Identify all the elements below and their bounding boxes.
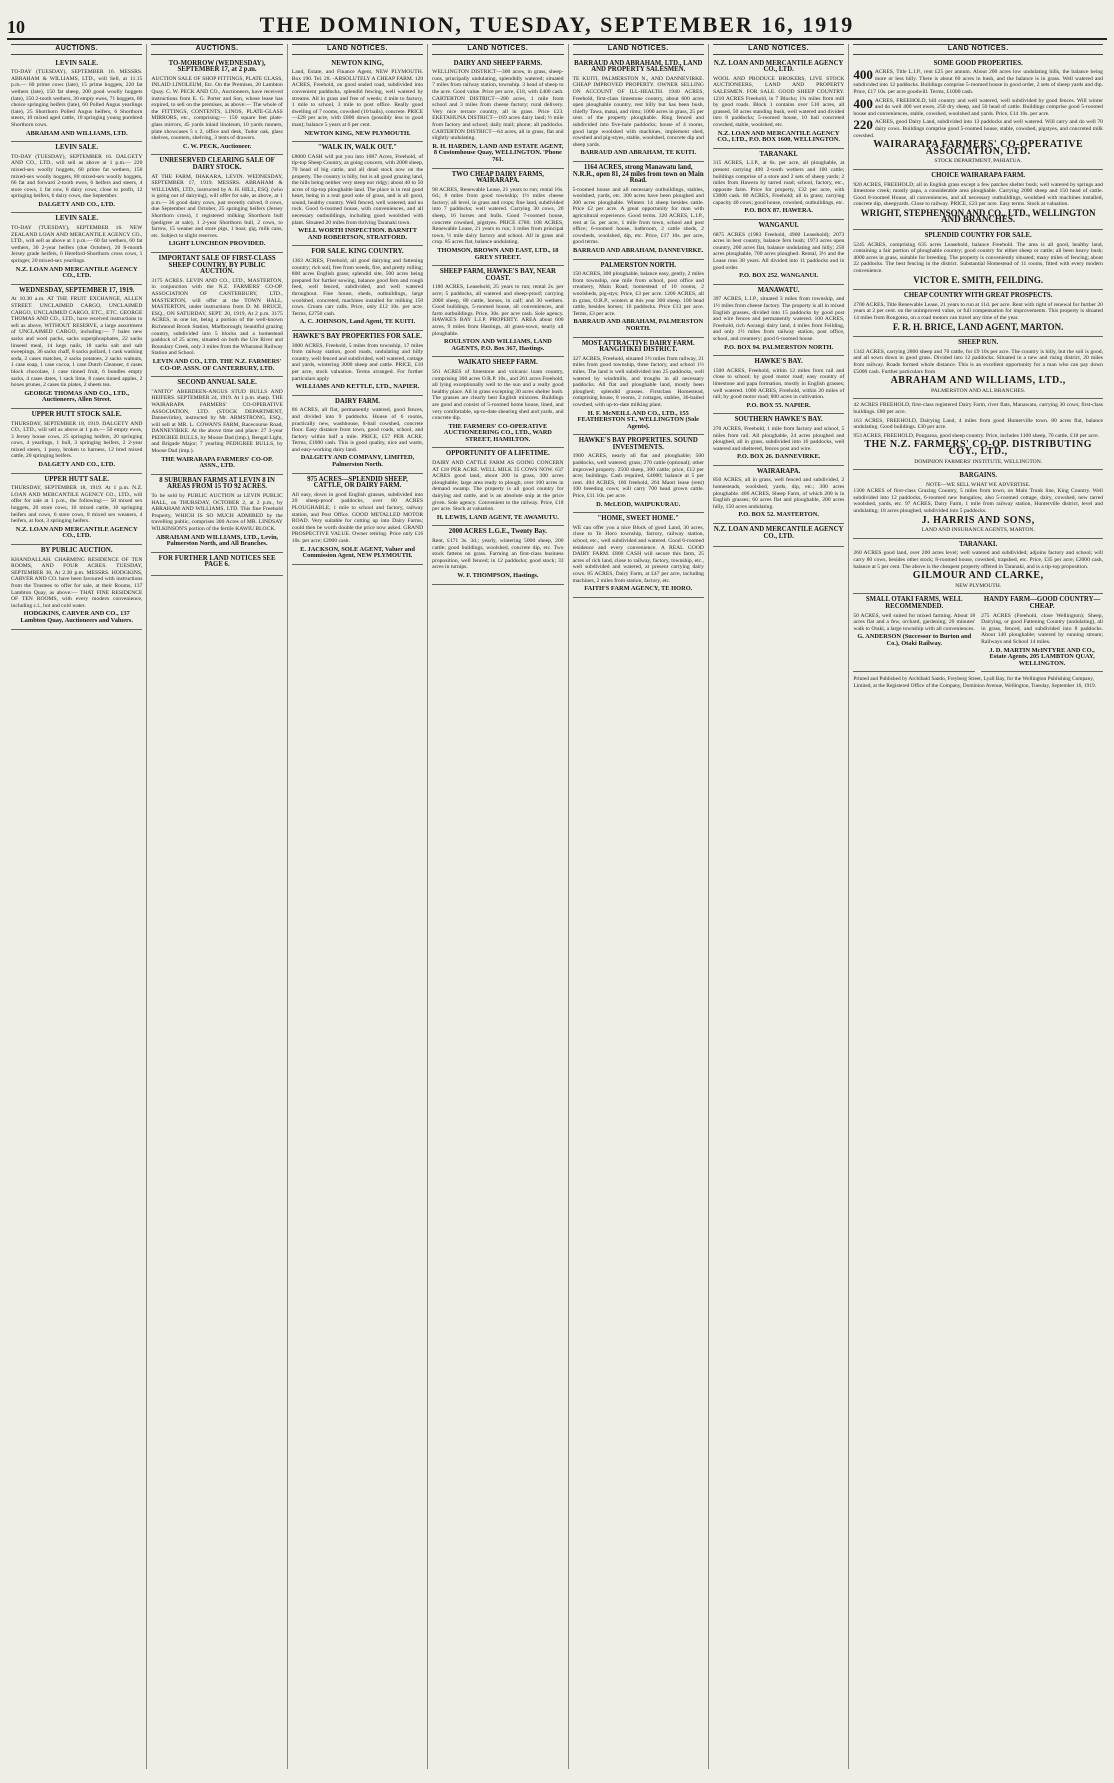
ad-heading: TO-MORROW (WEDNESDAY), SEPTEMBER 17, at 2 p.m. xyxy=(168,59,266,74)
column-2 xyxy=(146,44,286,1769)
advertisement xyxy=(713,58,844,149)
advertiser-name: WELL WORTH INSPECTION. BARNITT AND ROBERTSON, STRATFORD. xyxy=(297,227,417,241)
advertiser-address: NEW PLYMOUTH. xyxy=(955,582,1002,589)
ad-body: 1900 ACRES, nearly all flat and ploughable; 500 paddocks, well watered; grass; 270 cattle (optional); other improved property. 2500 sheep, 300 cattle; price, £12 per acre; buildings. Cash required, £4000; balance at 5 per cent. 404 ACRES, 160 freehold, 264 Maori lease (rent) 100 breeding cows; will carry 700 head grown cattle. Price, £11 10s. per acre. xyxy=(572,453,704,500)
advertiser-name: J. D. MARTIN McINTYRE AND CO., Estate Agents, 205 LAMBTON QUAY, WELLINGTON. xyxy=(989,646,1095,667)
ad-body: AUCTION SALE OF SHOP FITTINGS, PLATE GLASS, INLAID LINOLEUM, Etc. On the Premises, 20 Lambton Quay. C. W. PECK AND CO., Auctioneers, have received instructions from E. G. Porter and Son, whose lease has expired, to sell on the premises, as above:— The whole of the FITTINGS, CONTENTS, LINOS, PLATE-GLASS MIRRORS, etc., comprising:— 150 square feet plate-glass mirrors, 45 yards inlaid linoleum, 10 yards runners, plate showcases 5 x 2, office and desk, Tudor oak, glass shelves, counters, shelving, 3 tents of drawers. xyxy=(151,75,283,142)
advertiser-name: ABRAHAM AND WILLIAMS, LTD. xyxy=(25,129,128,137)
advertiser-name: R. H. HARDEN, LAND AND ESTATE AGENT, 8 Customhouse Quay, WELLINGTON. 'Phone 761. xyxy=(432,142,564,163)
advertiser-name: C. W. PECK, Auctioneer. xyxy=(182,142,252,150)
ad-body: Rent, £171 3s. 3d.; yearly, wintering 5000 sheep, 200 cattle; good buildings, woolshed, concrete dip, etc. Two stock fattens on grass. Farming an first-class business proposition, well fenced; in 12 paddocks; good stock; 33 acres in turnips. xyxy=(432,538,564,571)
advertisement xyxy=(292,246,423,331)
ad-heading: "WALK IN, WALK OUT." xyxy=(317,144,398,152)
ad-heading: DAIRY AND SHEEP FARMS. xyxy=(453,59,543,67)
advertiser-name: VICTOR E. SMITH, FEILDING. xyxy=(913,274,1044,285)
advertisement xyxy=(432,169,563,267)
advertiser-name: WRIGHT, STEPHENSON AND CO., LTD., WELLINGTON AND BRANCHES. xyxy=(860,207,1096,225)
ad-body: 150 ACRES, 300 ploughable, balance easy, gently, 2 miles from township, one mile from school, post office and creamery, Main Road; homestead of 10 rooms, 2 woolsheds, pig-stys; Price, £3 per acre. 1200 ACRES, all in grass, O.R.P., winters at this year 300 sheep. 100 head cattle, besides horses; 16 paddocks. Price £13 per acre. Terms, £3 per acre. xyxy=(572,271,704,317)
ad-heading: NEWTON KING, xyxy=(331,59,384,67)
advertiser-name: N.Z. LOAN AND MERCANTILE AGENCY CO., LTD. xyxy=(15,265,138,280)
advertisement xyxy=(151,553,282,576)
printer-imprint: Printed and Published by Archibald Sando, Freyberg Street, Lyall Bay, for the Wellington Publishing Company, Limited, at the Registered Office of the Company, Dominion Avenue, Wellington, Tuesday, September 16, 1919. xyxy=(853,676,1097,689)
column-heading: LAND NOTICES. xyxy=(573,44,704,55)
ad-body: WE can offer you a nice Block of good Land, 30 acres, close to Te Horo township, factory, railway station, school, etc., well subdivided and watered. Good 6-roomed residence and every convenience. A REAL GOOD DAIRY FARM. £800 CASH will secure this farm, 25 acres of rich land, close to railway, factory, township, etc., well subdivided and watered, at present carrying dairy cows. 85 ACRES, Dairy Farm, at £47 per acre, including machines, 2 miles from station, factory, etc. xyxy=(572,524,704,584)
advertiser-name: P.O. BOX 55. NAPIER. xyxy=(746,401,811,409)
advertisement xyxy=(573,162,704,260)
advertiser-name: BARRAUD AND ABRAHAM, DANNEVIRKE. xyxy=(573,247,704,255)
advertiser-name: ABRAHAM AND WILLIAMS, LTD., xyxy=(890,375,1066,387)
advertiser-address: STOCK DEPARTMENT, PAHIATUA. xyxy=(934,158,1022,165)
ad-heading: N.Z. LOAN AND MERCANTILE AGENCY CO., LTD. xyxy=(713,526,844,540)
ad-body: TO-DAY (TUESDAY), SEPTEMBER 16. NEW ZEALAND LOAN AND MERCANTILE AGENCY CO., LTD., will sell as above at 1 p.m.— 60 fat wethers, 60 fat wethers, 30 2-year heifers (due October), 20 8-month Jersey grade heifers, 6 Hereford-Shorthorn cross cows, 1 springer, 20 mixed-sex yearlings. xyxy=(11,225,143,265)
advertisement xyxy=(853,230,1103,290)
column-heading: LAND NOTICES. xyxy=(432,44,563,55)
listing xyxy=(853,95,1103,118)
ad-heading: CHEAP COUNTRY WITH GREAT PROSPECTS. xyxy=(903,292,1053,300)
advertisement xyxy=(981,594,1103,672)
column-4-ads xyxy=(432,58,563,585)
ad-body: 561 ACRES of limestone and volcanic loam country, comprising 300 acres O.R.P. 10s., and 261 acres Freehold, all lying exceptionally well to the sun and a really good healthy place. All in grass excepting 30 acres shelter bush. The grasses are clearly best English mixtures. Buildings are good and consist of 5-roomed home house, lined, and very comfortable, up-to-date shearing shed and yards, and concrete dip. xyxy=(432,368,564,422)
column-3 xyxy=(287,44,427,1769)
ad-heading: HAWKE'S BAY PROPERTIES FOR SALE. xyxy=(292,332,422,340)
advertisement xyxy=(713,524,844,547)
ad-body: WELLINGTON DISTRICT—300 acres, in grass, sheep-runs, principally undulating, splendidly watered; situated 7 miles from railway station, township. 3 head of sheep to the acre. Good value. Price per acre, £18, with £400 cash. CARTERTON DISTRICT—280 acres, 1 mile from school and 3 miles from cheese factory; rural delivery. Very nice terrace country, all in grass. Price £23. EKETAHUNA DISTRICT—169 acres dairy land; ½ mile from factory and school; daily mail; phone; all paddocks. CARTERTON DISTRICT—64 acres, all in grass, flat and slightly undulating. xyxy=(432,69,564,142)
ad-body: £8000 CASH will put you into 1087 Acres, Freehold, of tip-top Sheep Country, as going concern, with 2000 sheep, 70 head of big cattle, and all dead stock now on the property. The country is hilly, but is all good grazing land, the hills being neither very steep nor ridgy; about 40 to 50 acres of tip-top ploughable land. The place is in real good heart, being in a real good sole of grass, and is all good, sound, healthy country. Well fenced, well watered, and no rock. Good 6-roomed house, with conveniences, and all necessary outbuildings, including good woolshed with plant. Situated 20 miles from thriving Taranaki town. xyxy=(291,153,424,226)
ad-heading: FOR FURTHER LAND NOTICES SEE PAGE 6. xyxy=(158,554,276,569)
listing: 953 ACRES, FREEHOLD, Pongaroa, good sheep country. Price, includes 1100 sheep, 70 cattle, £18 per acre. xyxy=(853,432,1100,439)
column-7 xyxy=(848,44,1107,1769)
advertiser-name: DALGETY AND CO., LTD. xyxy=(38,461,115,469)
ad-heading: WANGANUI. xyxy=(758,222,799,230)
advertisement xyxy=(573,435,704,513)
ad-heading: OPPORTUNITY OF A LIFETIME. xyxy=(445,450,550,458)
ad-body: 1300 ACRES of first-class Grazing Country, 5 miles from town, on Main Trunk line, King Country. Well subdivided into 12 paddocks, 6-roomed new bungalow, also 5-roomed cottage, dairy, cowshed, new tarred woolshed, yards, etc. 97 ACRES, Dairy Farm, 1 mile from railway station, Hunterville district, level and undulating; 18 acres ploughed, subdivided into 5 paddocks. xyxy=(853,488,1103,515)
column-5-ads xyxy=(573,58,704,598)
advertisement xyxy=(292,58,423,143)
advertisement xyxy=(573,338,704,436)
ad-body: 260 ACRES good land, over 200 acres level; well watered and subdivided; adjoins factory and school; will carry 80 cows, besides other stock; 8-roomed house, cowshed, trapshed, etc. Price, £35 per acre; £2000 cash, balance at 5 per cent. The above is the cheapest property offered in Taranaki, and is a tip-top proposition. xyxy=(853,550,1103,570)
ad-body: 2700 ACRES, Title Renewable Lease, 21 years to run at 11d. per acre. Rent with right of renewal for further 20 years at 2 per cent. on the unimproved value, or full compensation for improvements. This property is situated 14 miles from Rongotea, on a road motors can travel any time of the year. xyxy=(853,301,1103,321)
ad-body: 850 ACRES, all in grass, well fenced and subdivided, 2 homesteads, woolshed, yards, dip, etc.; 300 acres ploughable. 406 ACRES, Sheep Farm, of which 200 is in English grasses; 60 acres flat and ploughable, 200 acres hilly, 150 acres undulating. xyxy=(712,477,845,510)
advertisement xyxy=(853,170,1103,230)
ad-heading: LEVIN SALE. xyxy=(55,215,99,223)
ad-body: 397 ACRES, L.I.P., situated 3 miles from township, and 1½ miles from cheese factory. The property is all in mixed English grasses, divided into 15 paddocks by good post and wire fences and permanently watered. 100 ACRES, Freehold, rich Aorangi dairy land, 4 miles from Feilding, and only 1½ miles from railway station, post office, school, and creamery; good 6-roomed house. xyxy=(712,296,845,342)
ad-heading: BARGAINS. xyxy=(959,472,997,480)
advertisement xyxy=(573,513,704,598)
listing xyxy=(853,69,1103,95)
advertiser-name: N.Z. LOAN AND MERCANTILE AGENCY CO., LTD., P.O. BOX 1600, WELLINGTON. xyxy=(717,129,840,144)
ad-heading: SOME GOOD PROPERTIES. xyxy=(933,59,1023,67)
advertiser-name: D. McLEOD, WAIPUKURAU. xyxy=(596,500,681,508)
ad-heading: BARRAUD AND ABRAHAM, LTD., LAND AND PROPERTY SALESMEN. xyxy=(574,59,703,74)
listing-text: ACRES, good Dairy Land, subdivided into 13 paddocks and well watered. Will carry and do well 70 dairy cows. Buildings comprise good 5-roomed house, stable, cowshed, pigstyes, and concreted milk cowshed. xyxy=(853,119,1103,139)
advertisement xyxy=(151,377,282,475)
column-3-ads xyxy=(292,58,423,565)
ad-heading: TARANAKI. xyxy=(959,540,998,548)
column-5 xyxy=(568,44,708,1769)
ad-heading: CHOICE WAIRARAPA FARM. xyxy=(931,171,1026,179)
ad-heading: UPPER HUTT STOCK SALE. xyxy=(31,410,122,418)
advertisement xyxy=(713,466,844,524)
advertisement xyxy=(853,539,1103,595)
ad-body: 5245 ACRES, comprising 635 acres Leasehold, balance Freehold. The area is all good, healthy land, containing a fair portion of ploughable country; good country for either sheep or cattle; all been heavy bush; 4000 acres in grass, suitable for breeding. The property is conveniently situated; many miles of fencing; about 22 paddocks. The best fencing in the district. Substantial Homestead of 11 rooms, fitted with every modern convenience. xyxy=(853,241,1103,275)
advertisement xyxy=(853,337,1103,399)
column-4 xyxy=(427,44,567,1769)
listing: 42 ACRES FREEHOLD, first-class registered Dairy Farm, river flats, Manawatu, carrying 30 cows; first-class buildings. £80 per acre. xyxy=(853,402,1103,415)
ad-heading: BY PUBLIC AUCTION. xyxy=(40,547,113,554)
advertiser-name: N.Z. LOAN AND MERCANTILE AGENCY CO., LTD. xyxy=(15,525,138,540)
bottom-ads xyxy=(853,594,1103,672)
advertiser-name: H. F. McNEILL AND CO., LTD., 155 FEATHERSTON ST., WELLINGTON (Sole Agents). xyxy=(577,409,699,430)
ad-body: THURSDAY, SEPTEMBER 18, 1919. At 1 p.m. N.Z. LOAN AND MERCANTILE AGENCY CO., LTD., will offer for sale at 1 p.m., the following:— 50 mixed sex hoggets, 20 store cows, 10 mixed cattle, 10 springing heifers and cows, 6 store cows, 8 mixed sex weaners, 4 heifers, at foot, 3 springing heifers. xyxy=(11,485,143,525)
advertisement xyxy=(432,357,563,448)
ad-heading: WEDNESDAY, SEPTEMBER 17, 1919. xyxy=(18,286,135,294)
ad-body: TO-DAY (TUESDAY), SEPTEMBER 16. MESSRS. ABRAHAM & WILLIAMS, LTD., will Sell, at 11.15 p.m.— 60 prime cows (late), 15 prime hoggets, 220 fat wethers (late), 150 fat sheep, 200 good woolly hoggets (late), 150 2-tooth wethers, 30 empty ewes, 71 hoggets, 60 choice springing heifers (late), 60 Polled Angus yearlings (late), 25 Shorthorn Polled Angus heifers, 6 Shorthorn steers, 10 mixed aged cattle, 10 springing young purebred Shorthorn cows. xyxy=(11,69,143,128)
ad-body: 1180 ACRES, Leasehold, 25 years to run; rental 2s. per acre; 5 paddocks, all watered and sheep-proof; carrying 2000 sheep, 80 cattle, horses, in calf; and 30 wethers. Good buildings, 5-roomed house, all conveniences, and farm outbuildings. Price, 30s. per acre cash. Sole agency. HAWKE'S BAY L.I.P. PROPERTY. AREA about 600 acres, 9 miles from Hastings, all grass-sown, nearly all ploughable. xyxy=(432,284,564,337)
advertiser-address: LAND AND INSURANCE AGENTS, MARTON. xyxy=(921,527,1035,534)
ad-body: Land, Estate, and Finance Agent, NEW PLYMOUTH. Box 190. Tel. 28. -ABSOLUTELY A CHEAP FARM. 120 ACRES, Freehold, on good sealed road, subdivided into convenient paddocks, splendid fencing, well watered by streams. All in grass and free of weeds; 4 mile to factory, 1 mile to school, 3 mile to post office. Really good dwelling of 7 rooms, cowshed (10 bails), concrete. PRICE—£28 per acre, with £800 down (possibly less to good man); balance 5 years at 6 per cent. xyxy=(291,69,424,128)
ad-body: 50 ACRES, well suited for mixed farming. About 18 acres flat and a few, orchard, gardening; 20 minutes' walk to Otaki, a large township with all conveniences. xyxy=(853,612,976,632)
ad-body: 98 ACRES, Renewable Lease, 21 years to run; rental 16s. 6d.; 8 miles from good township; 1½ miles cheese factory; all level, in grass and crops; fine land, subdivided into 7 paddocks; well watered. Carrying 30 cows, 20 sheep, 16 horses and bulls. Good 7-roomed house, concrete cowshed, pigstyes. PRICE £780. 108 ACRES, Renewable Lease, 21 years to run; 3 miles from principal town, ½ mile dairy factory and school. All in grass and crop. 85 acres flat, balance undulating. xyxy=(432,186,564,246)
advertiser-name: P.O. BOX 52. MASTERTON. xyxy=(738,511,819,519)
advertisement xyxy=(11,142,142,213)
ad-body: 315 ACRES, L.I.P., at 6s. per acre, all ploughable, at present carrying 400 2-tooth wethers and 100 cattle; buildings comprise of a store and 2 sets of sheep yards; 2 miles from Hawera by tarred road; school, factory, etc., opposite farm. Price for property, £32 per acre, with £3000 cash. 80 ACRES, Freehold; all in grass; carrying capacity 40 cows; good house, cowshed, outbuildings, etc. xyxy=(712,160,845,206)
advertiser-name: ROULSTON AND WILLIAMS, LAND AGENTS, P.O. Box 367, Hastings. xyxy=(444,338,552,352)
advertisement xyxy=(432,58,563,169)
ad-body: 275 ACRES (Freehold, close Wellington); Sheep, Dairying, or good Fattening Country (undulating), all in grass, fenced, and subdivided into 8 paddocks. About 140 ploughable; watered by running stream; Railways and School 14 miles. xyxy=(981,612,1103,645)
advertiser-name: E. JACKSON, SOLE AGENT, Valuer and Commission Agent, NEW PLYMOUTH. xyxy=(300,545,415,560)
column-heading: LAND NOTICES. xyxy=(853,44,1103,55)
ad-heading: IMPORTANT SALE OF FIRST-CLASS SHEEP COUNTRY, BY PUBLIC AUCTION. xyxy=(158,255,276,276)
advertiser-name: G. ANDERSON (Successor to Burton and Co.), Otaki Railway. xyxy=(857,633,972,647)
ad-heading: 1164 ACRES, strong Manawatu land, N.R.R., open 81, 24 miles from town on Main Road. xyxy=(572,163,704,185)
ad-body: 270 ACRES, Freehold, 1 mile from factory and school, 5 miles from rail. All ploughable, 24 acres ploughed and ploughed, all in grass, subdivided into 16 paddocks, well watered and sheltered, fences post and wire. xyxy=(712,425,845,452)
ad-heading: HANDY FARM—GOOD COUNTRY—CHEAP. xyxy=(983,596,1101,610)
advertiser-name: P.O. BOX 252. WANGANUI. xyxy=(739,272,819,280)
ad-body: 1500 ACRES, Freehold, within 12 miles from rail and close to school; by good motor road; easy country of limestone and papa formation, mostly in English grasses; well watered. 1000 ACRES, Freehold, within 20 miles of rail; by good motor road; 800 acres in cultivation. xyxy=(712,367,845,401)
advertiser-name: A. C. JOHNSON, Land Agent, TE KUITI. xyxy=(299,318,416,326)
column-heading: LAND NOTICES. xyxy=(713,44,844,55)
advertiser-address: DOMINION FARMERS' INSTITUTE, WELLINGTON. xyxy=(914,458,1043,465)
advertiser-name: THE WAIRARAPA FARMERS' CO-OP. ASSN., LTD. xyxy=(161,455,273,470)
advertisement xyxy=(292,331,423,396)
ad-body: To be sold by PUBLIC AUCTION at LEVIN PUBLIC HALL, on THURSDAY, OCTOBER 2, at 2 p.m., by ABRAHAM AND WILLIAMS, LTD. This fine Freehold Property, WHICH IS SO MUCH ADMIRED by the travelling public, comprises 300 Acres of MR. LINDSAY WILKINSON'S portion of the fertile KAWIU BLOCK. xyxy=(151,493,283,532)
masthead xyxy=(7,6,1107,40)
ad-heading: LEVIN SALE. xyxy=(55,144,99,152)
ad-heading: SMALL OTAKI FARMS, WELL RECOMMENDED. xyxy=(865,596,963,610)
advertisement xyxy=(432,448,563,526)
advertiser-name: THOMSON, BROWN AND EAST, LTD., 18 GREY STREET. xyxy=(437,247,559,261)
advertisement xyxy=(853,399,1103,470)
advertiser-name: BARRAUD AND ABRAHAM, TE KUITI. xyxy=(580,149,697,157)
ad-heading: "HOME, SWEET HOME." xyxy=(597,515,679,523)
advertisement xyxy=(11,474,142,545)
advertisement xyxy=(11,58,142,143)
advertiser-name: WILLIAMS AND KETTLE, LTD., NAPIER. xyxy=(295,383,420,391)
page-title: THE DOMINION, TUESDAY, SEPTEMBER 16, 1919 xyxy=(259,12,855,37)
advertisement xyxy=(151,155,282,253)
ad-heading: MANAWATU. xyxy=(757,286,800,294)
ad-heading: SECOND ANNUAL SALE. xyxy=(177,379,257,387)
ad-heading: FOR SALE. KING COUNTRY. xyxy=(311,248,404,256)
ad-heading: DAIRY FARM. xyxy=(334,397,381,405)
advertisement xyxy=(713,149,844,220)
columns xyxy=(7,44,1107,1769)
advertisement xyxy=(151,253,282,377)
ad-heading: TWO CHEAP DAIRY FARMS, WAIRARAPA. xyxy=(451,170,544,185)
column-heading: AUCTIONS. xyxy=(11,44,142,55)
advertiser-name: H. LEWIS, LAND AGENT, TE AWAMUTU. xyxy=(436,513,559,521)
advertiser-address: PALMERSTON AND ALL BRANCHES. xyxy=(931,387,1026,394)
advertisement xyxy=(11,213,142,284)
column-1 xyxy=(7,44,146,1769)
ad-body: KHANDALLAH. CHARMING RESIDENCE OF TEN ROOMS, AND FOUR ACRES. TUESDAY, SEPTEMBER 30, At 2.30 p.m. MESSRS. HODGKINS, CARVER AND CO. have been favoured with instructions from the Trustees to offer for sale, at their Rooms, 137 Lambton Quay, as above:— THAT FINE RESIDENCE OF TEN ROOMS, with every modern convenience, including c.l., hot and cold water. xyxy=(11,556,143,609)
advertiser-name: WAIRARAPA FARMERS' CO-OPERATIVE ASSOCIATION, LTD. xyxy=(873,139,1084,157)
advertisement xyxy=(292,474,423,565)
advertiser-name: HODGKINS, CARVER AND CO., 137 Lambton Quay, Auctioneers and Valuers. xyxy=(20,610,133,624)
advertisement xyxy=(713,285,844,356)
ad-heading: 2000 ACRES L.G.E., Twenty Bay. xyxy=(448,528,547,536)
advertisement xyxy=(713,414,844,466)
advertiser-name: LEVIN AND CO., LTD. THE N.Z. FARMERS' CO-OP. ASSN. OF CANTERBURY, LTD. xyxy=(152,357,282,372)
advertiser-name: W. F. THOMPSON, Hastings. xyxy=(457,571,539,579)
listing-text: ACRES, Title L.I.P., rent £25 per annum. About 200 acres low undulating hills, the balance being more or less hilly. There is about 60 acres in bush, and the balance is in grass. Well watered and subdivided into 12 paddocks. Buildings comprise 5-roomed house in good order, 2 sets of sheep yards and dip. Price, £17 10s. per acre goodwill. Terms, £1000 cash. xyxy=(853,69,1103,95)
advertiser-name: F. R. H. BRICE, LAND AGENT, MARTON. xyxy=(892,321,1064,332)
newspaper-page xyxy=(7,6,1107,1771)
advertiser-name: ABRAHAM AND WILLIAMS, LTD., Levin, Palmerston North, and All Branches. xyxy=(156,533,279,548)
ad-heading: SPLENDID COUNTRY FOR SALE. xyxy=(924,232,1032,240)
ad-heading: 975 ACRES—SPLENDID SHEEP, CATTLE, OR DAIRY FARM. xyxy=(307,475,408,490)
advertiser-name: BARRAUD AND ABRAHAM, PALMERSTON NORTH. xyxy=(573,318,704,332)
advertiser-name: J. HARRIS AND SONS, xyxy=(921,514,1035,526)
ad-heading: SOUTHERN HAWKE'S BAY. xyxy=(734,416,823,424)
acreage: 220 xyxy=(853,117,873,133)
advertisement xyxy=(853,594,975,672)
advertisement xyxy=(11,409,142,474)
listing: 163 ACRES, FREEHOLD, Dairying Land, 4 miles from good Hunterville town. 80 acres flat, balance undulating. Good buildings. £30 per acre. xyxy=(853,417,1103,431)
advertiser-name: NEWTON KING, NEW PLYMOUTH. xyxy=(304,129,411,137)
ad-body: 86 ACRES, all flat, permanently watered, good fences, and divided into 9 paddocks. House of 6 rooms, practically new, washhouse, 8-bail cowshed, concrete floor. Easy distance from town, good roads, school, and factory within half a mile. PRICE, £57 PER ACRE. Terms, £1000 cash. This is good quality, nice and warm, and easy-working dairy land. xyxy=(291,407,424,453)
ad-body: DAIRY AND CATTLE FARM AS GOING CONCERN AT £18 PER ACRE. WELL MILK 35 COWS NOW. 637 ACRES good land, about 200 in grass, 300 acres ploughable; large area ready to plough, over 100 acres in demand swamp. The property is all good country for dairying and cattle, and is an absolute snip at the price given. Sole agency. Convenient to the railway. Price, £18 per acre. Stock at valuation. xyxy=(432,460,564,513)
acreage: 400 xyxy=(853,95,873,111)
ad-body: 3175 ACRES. LEVIN AND CO., LTD., MASTERTON, in conjunction with the N.Z. FARMERS' CO-OP. ASSOCIATION OF CANTERBURY, LTD., MASTERTON, will offer at the TOWN HALL, MASTERTON, under instructions from D. M. BRUCE, ESQ., ON SATURDAY, SEPT. 20, 1919, At 2 p.m. 3175 ACRES, in one lot, being a portion of the well-known Richmond Brook Station, Marlborough; beautiful grazing country, subdivided into 5 blocks and a homestead paddock of 25 acres, situated on both the Ure River and Boundary Creek, only 3 miles from the Wharanui Railway Station and School. xyxy=(151,277,283,357)
ad-heading: MOST ATTRACTIVE DAIRY FARM. RANGITIKEI DISTRICT. xyxy=(581,339,695,354)
advertisement xyxy=(432,526,563,584)
column-6-ads xyxy=(713,58,844,548)
property-list xyxy=(853,69,1103,139)
ad-body: All easy, down in good English grasses, subdivided into 20 sheep-proof paddocks, over 80 ACRES PLOUGHABLE; 1 mile to school and factory, railway station, and Post Office. GOOD METALLED MOTOR ROAD. Very suitable for cutting up into Dairy Farms; could then be worth double the price now asked. GRAND PROSPECTIVE VALUE. Owner retiring. Price only £16 10s. per acre; £2000 cash. xyxy=(291,491,424,544)
advertiser-name: P.O. BOX 87. HAWERA. xyxy=(744,207,813,215)
column-6 xyxy=(708,44,848,1769)
ad-heading: SHEEP RUN. xyxy=(958,339,999,347)
listing-text: ACRES, FREEHOLD, hill country and well watered, well subdivided by good fences. Will winter and do well 400 wet ewes, 250 dry sheep, and 50 head of cattle. Buildings comprise good 5-roomed house and conveniences, stable, cowshed, woolshed and yards. Price, £14 10s. per acre. xyxy=(853,97,1103,117)
advertisement xyxy=(573,260,704,338)
advertisement xyxy=(432,266,563,357)
column-2-ads xyxy=(151,58,282,576)
advertiser-name: THE FARMERS' CO-OPERATIVE AUCTIONEERING CO., LTD., WARD STREET, HAMILTON. xyxy=(443,422,552,443)
advertiser-name: P.O. BOX 94. PALMERSTON NORTH. xyxy=(724,343,834,351)
column-1-ads xyxy=(11,58,142,630)
advertisement xyxy=(11,545,142,630)
ad-heading: N.Z. LOAN AND MERCANTILE AGENCY CO., LTD. xyxy=(713,59,844,74)
acreage: 400 xyxy=(853,67,873,83)
ad-body: 327 ACRES, Freehold, situated 1½ miles from railway, 21 miles from good township, three factory, and school 1½ miles. The land is well subdivided into 25 paddocks, well watered by windmills, and troughs in all necessary paddocks. All flat and ploughable land, mostly been ploughed; splendid grasses. Firstclass Homestead, comprising house, 8 rooms, 2 cottages, stables, 36-bailed cowshed, with up-to-date milking plant. xyxy=(572,355,704,408)
ad-heading: LEVIN SALE. xyxy=(55,59,99,67)
advertiser-name: GILMOUR AND CLARKE, xyxy=(912,570,1044,582)
ad-body: TE KUITI, PALMERSTON N., AND DANNEVIRKE. CHEAP IMPROVED PROPERTY. OWNER SELLING ON ACCOUNT OF ILL-HEALTH. 1940 ACRES, Freehold, first-class limestone country, about 600 acres open ploughable country, rest hilly but has been bush, chiefly Tawa, matai, and rimu; 1000 acres in grass, 25 per cent. of the property ploughable. Ring fenced and subdivided into five-bale paddocks; house of 4 rooms, good large woolshed with machines, implement shed, cowshed and pig-styes, stable, woolshed, concrete dip and sheep yards. xyxy=(572,75,704,148)
advertisement xyxy=(713,356,844,414)
column-heading: LAND NOTICES. xyxy=(292,44,423,55)
ad-heading: WAIRARAPA. xyxy=(756,467,801,475)
advertisement xyxy=(853,58,1103,170)
ad-body: WOOL AND PRODUCE BROKERS, LIVE STOCK AUCTIONEERS, LAND AND PROPERTY SALESMEN. FOR SALE. GOOD SHEEP COUNTRY. 1210 ACRES Freehold, in 7 Blocks; 1¾ miles from mill by good roads. Block 1 contains over 510 acres, all grassed, 50 acres standing bush, well watered and divided into 8 paddocks; 5-roomed house, 10 bail concreted cowshed, stable, woolshed, etc. xyxy=(712,75,845,128)
advertisement xyxy=(292,142,423,246)
ad-heading: HAWKE'S BAY. xyxy=(754,358,803,366)
ad-heading: TARANAKI. xyxy=(759,150,798,158)
ad-heading: UNRESERVED CLEARING SALE OF DAIRY STOCK. xyxy=(159,157,275,171)
advertiser-name: LIGHT LUNCHEON PROVIDED. xyxy=(168,240,266,248)
advertisement xyxy=(151,58,282,156)
ad-body: 1342 ACRES, carrying 2800 sheep and 70 cattle, for £9 10s per acre. The country is hilly, but the soil is good, and all sown down in good grass. Divided into 12 paddocks. Situated in a new and rising district, 20 miles from railway. Roads formed whole distance. This is an excellent opportunity for a man who can pay down £5000 cash. Further particulars from xyxy=(853,348,1103,375)
ad-body: 3000 ACRES, Freehold, 5 miles from township, 17 miles from railway station, good roads, undulating and hilly country, well fenced and subdivided, well watered, cottage and yards, wintering 3000 sheep and cattle. PRICE, £10 per acre, stock valuation. Terms arranged. For further particulars apply xyxy=(291,342,424,382)
advertisement xyxy=(853,470,1103,539)
advertiser-name: P.O. BOX 26. DANNEVIRKE. xyxy=(736,453,821,461)
ad-heading: SHEEP FARM, HAWKE'S BAY, NEAR COAST. xyxy=(439,268,556,282)
ad-body: AT THE FARM, IHAKARA, LEVIN. WEDNESDAY, SEPTEMBER 17, 1919. MESSRS. ABRAHAM & WILLIAMS, LTD., instructed by A. H. HILL, ESQ. (who is going out of dairying), will offer for sale, as above, at 1 p.m.— 36 good dairy cows, just recently calved, 8 cows, due September and October, 25 springing heifers (Jersey Shorthorn cross), 1 registered milking Shorthorn bull (pedigree at sale), 1 2-year Shorthorn bull, 2 cows, to farrow, 15 weaner and store pigs, 1 boar, gig, milk cans, etc. Subject to slight reserves. xyxy=(151,173,283,239)
page-number: 10 xyxy=(7,17,25,37)
advertisement xyxy=(573,58,704,162)
advertisement xyxy=(292,396,423,474)
ad-body: 6875 ACRES (1983 Freehold, 4900 Leasehold); 2073 acres in best country, balance fern bush; 1973 acres open country, 200 acres flat, balance undulating and hilly; 250 acres ploughable, 700 acres ploughed. Rental, 3½ and the Lease runs 38 years. All divided into 11 paddocks and in good order. xyxy=(712,231,845,271)
column-heading: AUCTIONS. xyxy=(151,44,282,55)
advertisement xyxy=(151,475,282,553)
ad-body: 5-roomed house and all necessary outbuildings, stables, woolshed, yards, etc. 300 acres have been ploughed and 300 acres ploughable. Winters 14 sheep besides cattle. Price £2 per acre. A great opportunity for man with agricultural experience. Good terms. 320 ACRES, L.I.P., rent at 5s. per acre, 1 mile from town, school and post office; 6-roomed house, bathroom, 2 cattle sheds, 2 cowsheds, woolshed, dip, etc. Price, £17 10s. per acre, good terms. xyxy=(572,186,704,246)
ad-body: 920 ACRES, FREEHOLD; all in English grass except a few patches shelter bush; well watered by springs and limestone creek; mostly papa, a considerable area ploughable. Carrying 2000 sheep and 150 head of cattle. Good 8-roomed House, all conveniences, and all necessary outbuildings, woolshed with machines installed, concrete dip, sheepyards. Close to railway. PRICE, £23 per acre. Easy terms. Stock at valuation. xyxy=(853,181,1103,208)
ad-heading: 8 SUBURBAN FARMS AT LEVIN 8 IN AREAS FROM 15 TO 92 ACRES. xyxy=(159,476,275,491)
ad-subheading: NOTE—WE SELL WHAT WE ADVERTISE. xyxy=(926,481,1031,488)
ad-heading: HAWKE'S BAY PROPERTIES. SOUND INVESTMENTS. xyxy=(578,437,698,451)
advertiser-name: DALGETY AND COMPANY, LIMITED, Palmerston North. xyxy=(300,454,415,469)
ad-body: 1363 ACRES, Freehold, all good dairying and fattening country; rich soil, free from weeds, fire, and pretty rolling; 800 acres English grass; splendid site, 500 acres being prepared for further sowing, balance good fern and rough feed, well fenced, subdivided, and well watered throughout. Fine house, sheds, outbuildings, large woolshed, concreted, machines installed for milking 150 cows. Cream carr calls. Price, only £12 10s. per acre. Terms, £2750 cash. xyxy=(291,258,424,317)
advertiser-name: DALGETY AND CO., LTD. xyxy=(38,200,115,208)
ad-body: TO-DAY (TUESDAY), SEPTEMBER 16. DALGETY AND CO., LTD., will sell as above at 1 p.m.— 220 mixed-sex woolly hoggets, 60 prime fat wethers, 150 mixed-sex woolly hoggets, 80 mixed-sex woolly hoggets, 66 fat and forward 2-tooth ewes, 6 heifers and steers, 4 store cows, 1 fat cow, 6 dairy cows, close to profit, 12 springing heifers, 6 dairy cows, due September. xyxy=(11,153,143,200)
advertiser-name: GEORGE THOMAS AND CO., LTD., Auctioneers, Allen Street. xyxy=(24,389,130,404)
ad-body: THURSDAY, SEPTEMBER 18, 1919. DALGETY AND CO., LTD., will sell as above at 1 p.m.— 50 empty ewes, 3 Jersey house cows, 25 springing heifers, 20 springing cows, 4 yearlings, 1 bull, 3 springing heifers, 2 2-year mixed steers, 1 pony, broken to harness, 12 bred mixed cattle, 20 springing heifers. xyxy=(11,420,143,460)
listing xyxy=(853,119,1103,139)
advertisement xyxy=(11,285,142,409)
advertiser-name: THE N.Z. FARMERS' CO-OP. DISTRIBUTING COY., LTD., xyxy=(864,439,1093,457)
ad-heading: PALMERSTON NORTH. xyxy=(600,261,676,269)
advertisement xyxy=(713,220,844,285)
ad-heading: WAIKATO SHEEP FARM. xyxy=(457,359,538,367)
ad-heading: UPPER HUTT SALE. xyxy=(44,475,110,483)
advertiser-name: FAITH'S FARM AGENCY, TE HORO. xyxy=(584,585,693,593)
ad-body: At 10.30 a.m. AT THE FRUIT EXCHANGE, ALLEN STREET. UNCLAIMED CARGO, UNCLAIMED CARGO, UNCLAIMED CARGO, ETC., ETC. GEORGE THOMAS AND CO., LTD., have received instructions to sell as above, WITHOUT RESERVE, a large assortment of UNCLAIMED CARGO, including:— 7 bales new sacks and wool packs, sacks superphosphates, 22 sacks linseed meal, 14 kegs nails, 18 sacks salt and salt sweepings, 36 sacks chaff, 8 sacks pollard, 1 cask washing soda, 2 cases matches, 2 sacks potatoes, 2 sacks walnuts, 1 case soap, 1 case cocoa, 1 case Dutch Cleanser, 4 cases block chocolate, 1 case tinned fruit, 6 bundles empty sacks, 4 cases dates, 1 sack lime, 8 cases tinned apples, 2 boxes prunes, 2 cases tin plates, 2 sheets tea. xyxy=(11,296,143,389)
advertisement xyxy=(853,290,1103,337)
ad-body: "ANITO" ABERDEEN-ANGUS STUD BULLS AND HEIFERS. SEPTEMBER 24, 1919. At 1 p.m. sharp. THE WAIRARAPA FARMERS' CO-OPERATIVE ASSOCIATION, LTD. (STOCK DEPARTMENT, Danneviirke), instructed by Mr. ARMSTRONG, ESQ., will sell at MR. L. COWAN'S FARM, Racecourse Road, DANNEVIRKE. At the above time and place: 27 3-year PEDIGREE BULLS, by Moose Dad (imp.), Bengal Light, and Brigade Major; 7 yearling PEDIGREE BULLS, by Moose Dad (imp.). xyxy=(151,388,283,455)
